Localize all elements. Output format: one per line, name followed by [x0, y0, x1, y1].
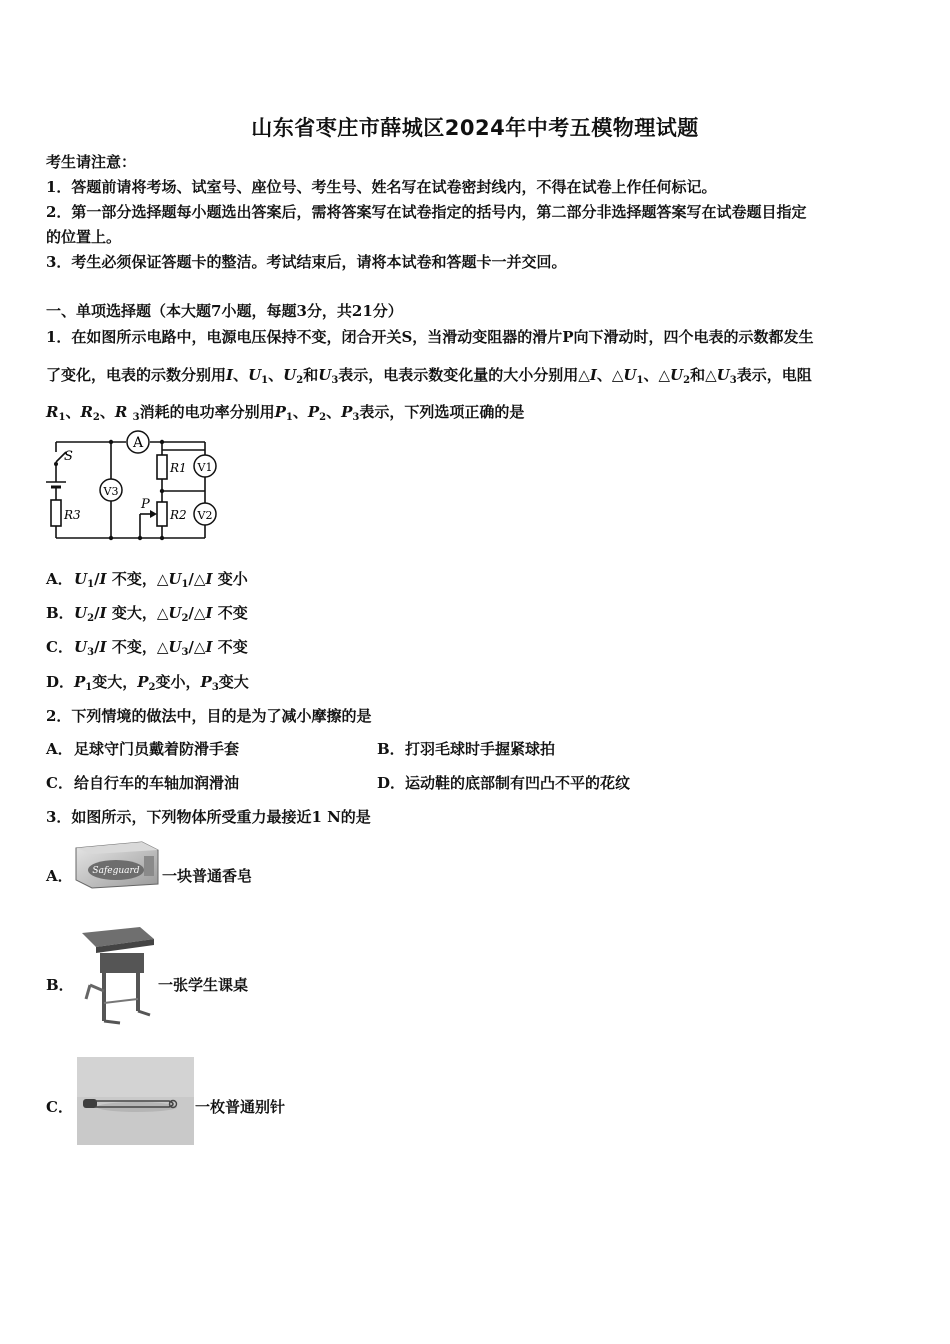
- q1-line2-text-a: 了变化，电表的示数分别用: [46, 366, 227, 384]
- q1-stem-line2: 了变化，电表的示数分别用I、$U_1$、$U_2$和$U_3$表示，电表示数变化量的大小分别用△I、$\triangle U_1$、$\triangle U_2$和$\triangle U_3$表示，电阻: [46, 366, 812, 386]
- voltmeter-v1-label: V1: [197, 461, 213, 474]
- q2-option-d[interactable]: D．运动鞋的底部制有凹凸不平的花纹: [377, 774, 631, 792]
- q3-stem: 3．如图所示，下列物体所受重力最接近1 N的是: [46, 808, 371, 826]
- q3-option-b-label[interactable]: B．: [46, 976, 74, 994]
- notice-item-2: 2．第一部分选择题每小题选出答案后，需将答案写在试卷指定的括号内，第二部分非选择题答案写在试卷题目指定: [46, 203, 807, 221]
- q1-stem-line1: 1．在如图所示电路中，电源电压保持不变，闭合开关S，当滑动变阻器的滑片P向下滑动时，四个电表的示数都发生: [46, 328, 814, 346]
- voltmeter-v2-label: V2: [197, 509, 213, 522]
- q1-line2-text-c: 表示，电阻: [736, 366, 812, 384]
- notice-item-1: 1．答题前请将考场、试室号、座位号、考生号、姓名写在试卷密封线内，不得在试卷上作任何标记。: [46, 178, 717, 196]
- ammeter-label: A: [132, 435, 144, 451]
- circuit-diagram: [40, 430, 230, 545]
- soap-image: [72, 840, 162, 890]
- q2-stem: 2．下列情境的做法中，目的是为了减小摩擦的是: [46, 707, 372, 725]
- desk-image: [78, 925, 158, 1030]
- q3-option-b-text: 一张学生课桌: [158, 976, 249, 994]
- notice-item-3: 3．考生必须保证答题卡的整洁。考试结束后，请将本试卷和答题卡一并交回。: [46, 253, 567, 271]
- q3-option-a-text: 一块普通香皂: [162, 867, 253, 885]
- q2-option-c[interactable]: C．给自行车的车轴加润滑油: [46, 774, 240, 792]
- q3-option-c-label[interactable]: C．: [46, 1098, 73, 1116]
- q2-option-a[interactable]: A．足球守门员戴着防滑手套: [46, 740, 240, 758]
- q1-option-b[interactable]: B．$U_2/I$ 变大，$\triangle U_2/\triangle I$ 不变: [46, 604, 248, 624]
- q3-option-c-text: 一枚普通别针: [195, 1098, 286, 1116]
- r1-label: R1: [170, 461, 187, 475]
- notice-heading: 考生请注意：: [46, 153, 137, 171]
- safety-pin-image: [77, 1057, 194, 1145]
- q1-option-c[interactable]: C．$U_3/I$ 不变，$\triangle U_3/\triangle I$ 不变: [46, 638, 248, 658]
- voltmeter-v3-label: V3: [103, 485, 119, 498]
- q3-option-a-label[interactable]: A．: [46, 867, 73, 885]
- q1-line3-text-a: 消耗的电功率分别用: [139, 403, 275, 421]
- q1-line3-text-b: 表示，下列选项正确的是: [359, 403, 525, 421]
- q1-option-d[interactable]: D．$P_1$变大，$P_2$变小，$P_3$变大: [46, 673, 249, 693]
- notice-item-2-cont: 的位置上。: [46, 228, 122, 246]
- page-title: 山东省枣庄市薛城区2024年中考五模物理试题: [251, 116, 699, 140]
- q1-option-a[interactable]: A．$U_1/I$ 不变，$\triangle U_1/\triangle I$ 变小: [46, 570, 248, 590]
- q1-line2-text-b: 表示，电表示数变化量的大小分别用: [338, 366, 579, 384]
- q2-option-b[interactable]: B．打羽毛球时手握紧球拍: [377, 740, 556, 758]
- q1-stem-line3: $R_1$、$R_2$、R $_3$消耗的电功率分别用$P_1$、$P_2$、$P_3$表示，下列选项正确的是: [46, 403, 525, 423]
- switch-label: S: [64, 449, 73, 464]
- soap-brand-text: Safeguard: [92, 866, 140, 876]
- r2-label: R2: [170, 508, 187, 522]
- slider-label: P: [141, 497, 150, 512]
- r3-label: R3: [64, 508, 81, 522]
- section-heading: 一、单项选择题（本大题7小题，每题3分，共21分）: [46, 302, 403, 320]
